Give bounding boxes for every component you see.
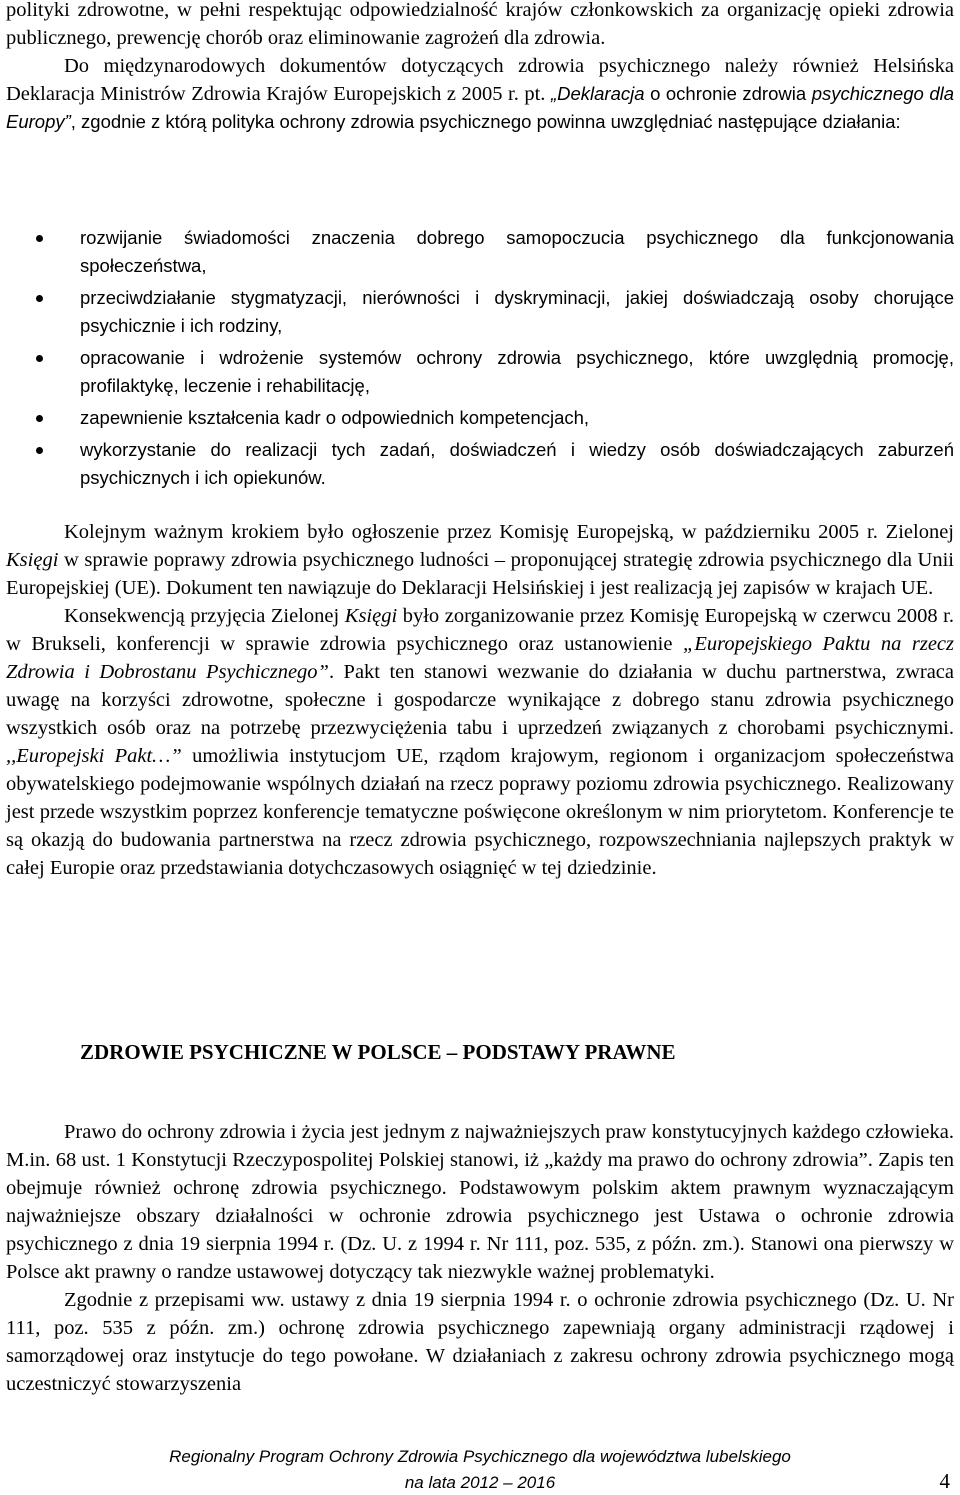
bullet-icon: [36, 295, 43, 302]
poland-legal-paragraphs: [6, 1118, 954, 1398]
bullet-icon: [36, 355, 43, 362]
pact-text-g: umożliwia instytucjom UE, rządom krajowym, regionom i organizacjom społeczeństwa obywatelskiego podejmowanie wspólnych działań na rzecz poprawy poziomu zdrowia psychicznego. Realizowany jest przede wszystkim poprzez konferencje tematyczne poświęcone określonym w nim priorytetom. Konferencje te są okazją do budowania partnerstwa na rzecz zdrowia psychicznego, rozpowszechniania najlepszych praktyk w całej Europie oraz przedstawiania dotychczasowych osiągnięć w tej dziedzinie.: [6, 745, 954, 879]
declaration-title-part2: psychicznego dla Europy”: [6, 83, 955, 132]
list-item-text: rozwijanie świadomości znaczenia dobrego samopoczucia psychicznego dla funkcjonowania społeczeństwa,: [80, 227, 954, 276]
list-item-text: opracowanie i wdrożenie systemów ochrony zdrowia psychicznego, które uwzględnią promocję, profilaktykę, leczenie i rehabilitację,: [80, 347, 954, 396]
list-item: [6, 344, 954, 400]
list-item: [6, 404, 954, 432]
green-paper-text-end: w sprawie poprawy zdrowia psychicznego ludności – proponującej strategię zdrowia psychicznego dla Unii Europejskiej (UE). Dokument ten nawiązuje do Deklaracji Helsińskiej i jest realizacją jej zapisów w krajach UE.: [6, 549, 954, 599]
list-item: [6, 224, 954, 280]
declaration-actions-list: [6, 224, 954, 496]
eu-paragraphs: [6, 518, 954, 882]
pact-title-italic: „Europejskiego Paktu na rzecz Zdrowia i Dobrostanu Psychicznego”: [6, 633, 954, 683]
pact-text-a: Konsekwencją przyjęcia Zielonej: [64, 605, 345, 627]
paragraph-helsinki-declaration: [6, 52, 954, 136]
section-heading: ZDROWIE PSYCHICZNE W POLSCE – PODSTAWY PRAWNE: [80, 1040, 676, 1064]
bullet-icon: [36, 235, 43, 242]
paragraph-policy-continuation: polityki zdrowotne, w pełni respektując odpowiedzialność krajów członkowskich za organizację opieki zdrowia publicznego, prewencję chorób oraz eliminowanie zagrożeń dla zdrowia.: [6, 0, 954, 49]
list-item-text: wykorzystanie do realizacji tych zadań, doświadczeń i wiedzy osób doświadczających zaburzeń psychicznych i ich opiekunów.: [80, 439, 954, 488]
helsinki-text-end: , zgodnie z którą polityka ochrony zdrowia psychicznego powinna uwzględniać następujące działania:: [70, 111, 901, 132]
helsinki-text: Do międzynarodowych dokumentów dotyczących zdrowia psychicznego należy również Helsińska Deklaracja Ministrów Zdrowia Krajów Europejskich z 2005 r. pt.: [6, 55, 954, 105]
footer-program-years: na lata 2012 – 2016: [404, 1473, 556, 1492]
list-item: [6, 436, 954, 492]
footer-program-title: Regionalny Program Ochrony Zdrowia Psychicznego dla województwa lubelskiego: [169, 1447, 791, 1466]
green-paper-text: Kolejnym ważnym krokiem było ogłoszenie przez Komisję Europejską, w październiku 2005 r. Zielonej: [64, 521, 954, 543]
green-paper-italic: Księgi: [6, 549, 59, 571]
list-item-text: zapewnienie kształcenia kadr o odpowiednich kompetencjach,: [80, 407, 590, 428]
list-item-text: przeciwdziałanie stygmatyzacji, nierówności i dyskryminacji, jakiej doświadczają osoby chorujące psychicznie i ich rodziny,: [80, 287, 954, 336]
paragraph-green-paper: [6, 518, 954, 602]
pact-italic-b: Księgi: [344, 605, 398, 627]
pact-text-c: było zorganizowanie przez Komisję Europejską w czerwcu 2008 r. w Brukseli, konferencji w sprawie zdrowia psychicznego oraz ustanowienie: [6, 605, 954, 655]
intro-paragraph: [6, 0, 954, 136]
paragraph-constitution: Prawo do ochrony zdrowia i życia jest jednym z najważniejszych praw konstytucyjnych każdego człowieka. M.in. 68 ust. 1 Konstytucji Rzeczypospolitej Polskiej stanowi, iż „każdy ma prawo do ochrony zdrowia”. Zapis ten obejmuje również ochronę zdrowia psychicznego. Podstawowym polskim aktem prawnym wyznaczającym najważniejsze obszary działalności w ochronie zdrowia psychicznego jest Ustawa o ochronie zdrowia psychicznego z dnia 19 sierpnia 1994 r. (Dz. U. z 1994 r. Nr 111, poz. 535, z późn. zm.). Stanowi ona pierwszy w Polsce akt prawny o randze ustawowej dotyczący tak niezwykle ważnej problematyki.: [6, 1121, 954, 1283]
pact-short-italic: ,,Europejski Pakt…”: [6, 745, 182, 767]
paragraph-mental-health-act: Zgodnie z przepisami ww. ustawy z dnia 19 sierpnia 1994 r. o ochronie zdrowia psychicznego (Dz. U. Nr 111, poz. 535 z późn. zm.) ochronę zdrowia psychicznego zapewniają organy administracji rządowej i samorządowej oraz instytucje do tego powołane. W działaniach z zakresu ochrony zdrowia psychicznego mogą uczestniczyć stowarzyszenia: [6, 1289, 954, 1395]
declaration-title-part1: „Deklaracja: [545, 83, 645, 104]
pact-text-e: . Pakt ten stanowi wezwanie do działania w duchu partnerstwa, zwraca uwagę na korzyści zdrowotne, społeczne i gospodarcze wynikające z dobrego stanu zdrowia psychicznego wszystkich osób oraz na potrzebę przezwyciężenia tabu i uprzedzeń związanych z chorobami psychicznymi.: [6, 661, 954, 739]
bullet-icon: [36, 415, 43, 422]
bullet-icon: [36, 447, 43, 454]
list-item: [6, 284, 954, 340]
page-number: 4: [939, 1469, 950, 1493]
paragraph-european-pact: [6, 602, 954, 882]
helsinki-text-mid: o ochronie zdrowia: [644, 83, 812, 104]
